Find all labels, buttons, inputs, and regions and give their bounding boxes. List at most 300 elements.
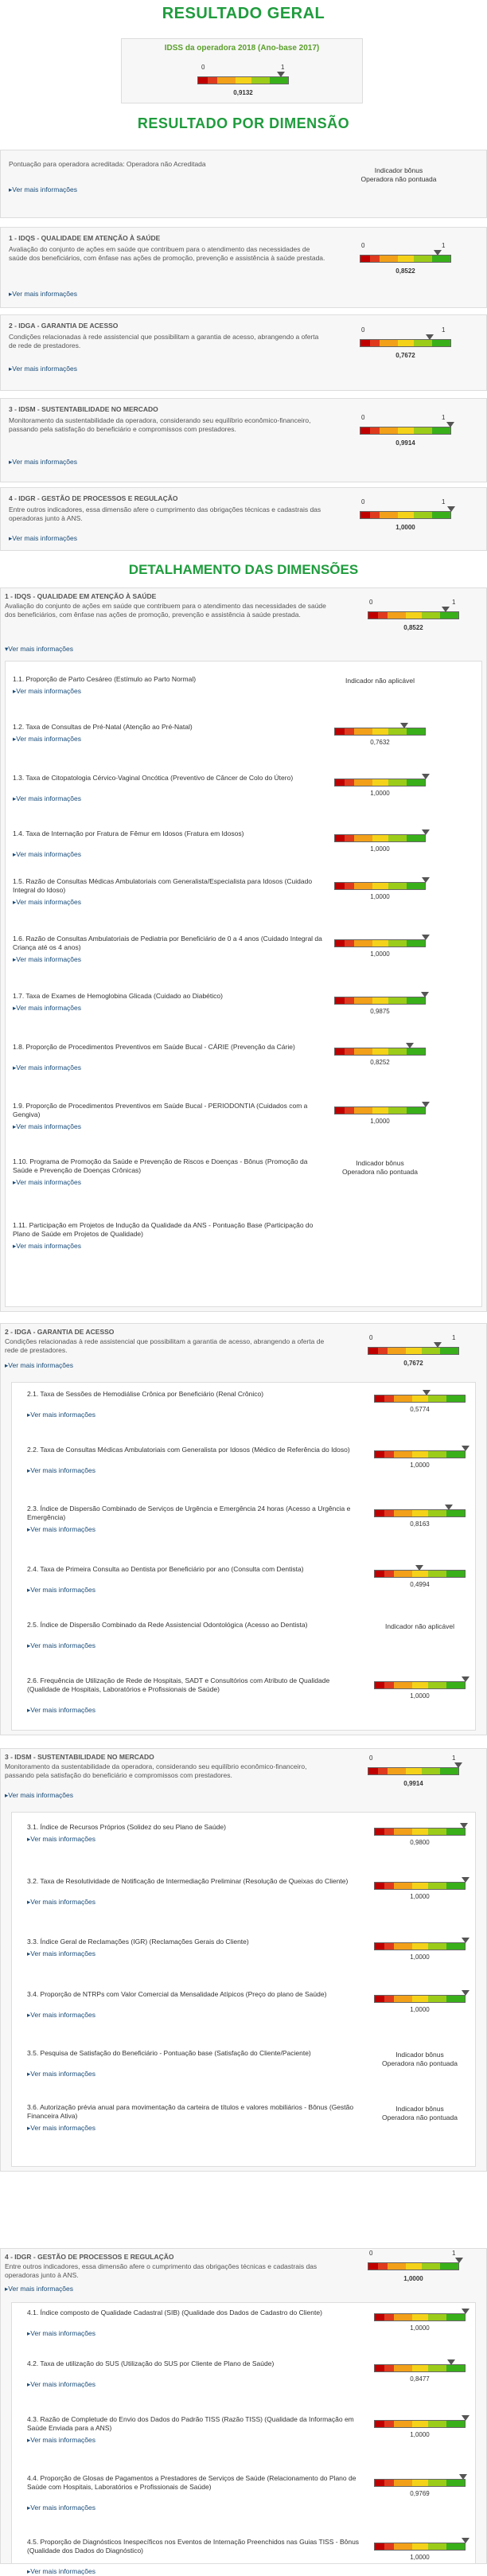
gauge-segment xyxy=(372,835,388,841)
bonus-status: Operadora não pontuada xyxy=(382,2113,458,2121)
gauge-bar xyxy=(334,1107,426,1114)
gauge-segment xyxy=(345,940,354,946)
gauge-bar xyxy=(368,1347,459,1355)
gauge-pointer xyxy=(400,723,408,728)
gauge-bar xyxy=(374,2543,466,2551)
gauge-segment xyxy=(375,2543,384,2550)
gauge-segment xyxy=(384,2314,394,2320)
gauge-segment xyxy=(412,1395,428,1402)
ver-mais-link[interactable]: ▸ Ver mais informações xyxy=(27,2070,95,2078)
gauge-bar xyxy=(334,1048,426,1056)
gauge-segment xyxy=(372,728,388,735)
gauge-pointer xyxy=(422,1102,430,1107)
gauge-segment xyxy=(412,1451,428,1458)
gauge-segment xyxy=(345,835,354,841)
gauge-segment xyxy=(335,1107,345,1114)
ver-mais-link[interactable]: ▸ Ver mais informações xyxy=(9,365,77,373)
gauge-segment xyxy=(412,1943,428,1950)
ver-mais-link[interactable]: ▸ Ver mais informações xyxy=(13,1242,81,1251)
gauge-pointer xyxy=(422,774,430,779)
ver-mais-link[interactable]: ▸ Ver mais informações xyxy=(13,735,81,744)
indicator-title: 4.5. Proporção de Diagnósticos Inespecíficos nos Eventos de Internação Preenchidos nas Guias TISS - Bônus (Qualidade dos Dados do Diagnóstico) xyxy=(27,2538,360,2555)
gauge-segment xyxy=(384,1510,394,1516)
gauge-segment xyxy=(384,2421,394,2427)
gauge-segment xyxy=(446,1395,465,1402)
dim2-gauge xyxy=(368,1342,459,1355)
bonus-status: Operadora não pontuada xyxy=(342,1168,418,1176)
indicator-value: 1,0000 xyxy=(410,1462,430,1469)
gauge-segment xyxy=(406,1768,422,1774)
ver-mais-link[interactable]: ▸ Ver mais informações xyxy=(13,1122,81,1131)
gauge-segment xyxy=(428,2543,447,2550)
gauge-pointer xyxy=(462,1938,469,1943)
dimension-title: 3 - IDSM - SUSTENTABILIDADE NO MERCADO xyxy=(9,405,158,413)
gauge-segment xyxy=(360,340,370,346)
gauge-segment xyxy=(375,1682,384,1688)
indicator-gauge xyxy=(334,829,426,842)
gauge-pointer xyxy=(422,829,430,835)
gauge-segment xyxy=(368,2263,378,2270)
resultado-geral-value: 0,9132 xyxy=(233,89,253,96)
ver-mais-link[interactable]: ▸ Ver mais informações xyxy=(13,850,81,859)
indicator-title: 3.5. Pesquisa de Satisfação do Beneficiário - Pontuação base (Satisfação do Cliente/Paciente) xyxy=(27,2049,311,2057)
indicator-title: 4.1. Índice composto de Qualidade Cadastral (SIB) (Qualidade dos Dados de Cadastro do Cliente) xyxy=(27,2309,322,2316)
gauge-pointer xyxy=(415,1565,423,1571)
bonus-indicator xyxy=(326,1159,434,1177)
gauge-segment xyxy=(368,1768,378,1774)
ver-mais-link[interactable]: ▸ Ver mais informações xyxy=(9,458,77,466)
indicator-gauge xyxy=(374,2359,466,2372)
gauge-bar xyxy=(360,427,451,435)
ver-mais-link[interactable]: ▸ Ver mais informações xyxy=(9,534,77,543)
ver-mais-link[interactable]: ▸ Ver mais informações xyxy=(27,2124,95,2133)
gauge-segment xyxy=(446,2314,465,2320)
gauge-pointer xyxy=(442,607,450,612)
ver-mais-link[interactable]: ▸ Ver mais informações xyxy=(13,1004,81,1013)
indicator-title: 1.2. Taxa de Consultas de Pré-Natal (Atenção ao Pré-Natal) xyxy=(13,723,193,731)
gauge-segment xyxy=(375,2314,384,2320)
gauge-segment xyxy=(414,512,433,518)
gauge-segment xyxy=(378,612,388,619)
indicator-title: 1.6. Razão de Consultas Ambulatoriais de Pediatria por Beneficiário de 0 a 4 anos (Cuidado Integral da Criança até os 4 anos) xyxy=(13,935,322,951)
gauge-bar xyxy=(374,2420,466,2428)
dim1-desc: Avaliação do conjunto de ações em saúde que contribuem para o atendimento das necessidades de saúde dos beneficiários, com ênfase nas ações de promoção, prevenção e assistência à saúde prestada. xyxy=(5,602,326,619)
ver-mais-link[interactable]: ▸ Ver mais informações xyxy=(27,1411,95,1419)
gauge-max-label: 1 xyxy=(442,498,446,505)
indicator-gauge xyxy=(374,2415,466,2428)
gauge-bar xyxy=(334,939,426,947)
gauge-segment xyxy=(422,1348,441,1354)
gauge-segment xyxy=(406,1348,422,1354)
gauge-max-label: 1 xyxy=(442,326,446,334)
indicator-title: 2.2. Taxa de Consultas Médicas Ambulatoriais com Generalista por Idosos (Médico de Referência do Idoso) xyxy=(27,1446,350,1454)
ver-mais-link[interactable]: ▸ Ver mais informações xyxy=(13,955,81,964)
gauge-segment xyxy=(236,77,251,84)
gauge-segment xyxy=(428,2421,447,2427)
gauge-segment xyxy=(406,2263,422,2270)
indicator-value: 1,0000 xyxy=(370,1118,390,1125)
gauge-segment xyxy=(422,612,441,619)
gauge-segment xyxy=(440,1768,458,1774)
gauge-segment xyxy=(335,728,345,735)
gauge-bar xyxy=(374,1681,466,1689)
ver-mais-link[interactable]: ▸ Ver mais informações xyxy=(13,794,81,803)
pontuacao-acreditada: Pontuação para operadora acreditada: Operadora não Acreditada xyxy=(9,160,206,168)
ver-mais-link[interactable]: ▸ Ver mais informações xyxy=(27,1950,95,1958)
indicator-value: 0,8477 xyxy=(410,2375,430,2383)
gauge-segment xyxy=(375,1451,384,1458)
ver-mais-link[interactable]: ▸ Ver mais informações xyxy=(27,1706,95,1715)
dimension-gauge xyxy=(360,506,451,519)
gauge-segment xyxy=(372,883,388,889)
gauge-segment xyxy=(398,340,414,346)
gauge-bar xyxy=(334,779,426,786)
dimension-value: 0,8522 xyxy=(395,267,415,275)
gauge-pointer xyxy=(426,334,434,340)
gauge-segment xyxy=(372,940,388,946)
ver-mais-link[interactable]: ▸ Ver mais informações xyxy=(13,1178,81,1187)
gauge-segment xyxy=(446,2421,465,2427)
gauge-pointer xyxy=(445,1505,453,1510)
gauge-segment xyxy=(370,512,380,518)
gauge-segment xyxy=(412,2314,428,2320)
gauge-segment xyxy=(345,997,354,1004)
ver-mais-link[interactable]: ▸ Ver mais informações xyxy=(27,1835,95,1844)
indicator-gauge xyxy=(374,2309,466,2321)
ver-mais-link[interactable]: ▸ Ver mais informações xyxy=(27,1641,95,1650)
indicator-title: 1.10. Programa de Promoção da Saúde e Prevenção de Riscos e Doenças - Bônus (Promoção da Saúde e Prevenção de Doenças Crônicas) xyxy=(13,1157,308,1174)
gauge-pointer xyxy=(422,935,430,940)
gauge-max-label: 1 xyxy=(452,1754,456,1762)
gauge-segment xyxy=(345,1107,354,1114)
gauge-segment xyxy=(428,1829,447,1835)
gauge-segment xyxy=(407,940,425,946)
gauge-segment xyxy=(388,1348,407,1354)
gauge-segment xyxy=(412,1571,428,1577)
ver-mais-link[interactable]: ▸ Ver mais informações xyxy=(13,1064,81,1072)
gauge-segment xyxy=(372,779,388,786)
bonus-label xyxy=(335,166,462,184)
gauge-bar xyxy=(360,511,451,519)
bonus-label-text: Indicador bônus xyxy=(374,166,423,174)
indicator-value: 0,9769 xyxy=(410,2490,430,2497)
dim1-gauge xyxy=(368,607,459,619)
gauge-segment xyxy=(384,1395,394,1402)
gauge-segment xyxy=(394,2480,413,2486)
gauge-segment xyxy=(335,779,345,786)
gauge-pointer xyxy=(454,1762,462,1768)
gauge-segment xyxy=(360,512,370,518)
gauge-segment xyxy=(432,340,450,346)
indicator-title: 1.8. Proporção de Procedimentos Preventivos em Saúde Bucal - CÁRIE (Prevenção da Cárie) xyxy=(13,1043,295,1051)
indicator-title: 2.3. Índice de Dispersão Combinado de Serviços de Urgência e Emergência 24 horas (Acesso a Urgência e Emergência) xyxy=(27,1505,351,1521)
gauge-min-label: 0 xyxy=(369,1334,373,1341)
gauge-bar xyxy=(334,834,426,842)
indicator-gauge xyxy=(374,1938,466,1950)
ver-mais-link[interactable]: ▸ Ver mais informações xyxy=(27,2567,95,2576)
gauge-segment xyxy=(375,1943,384,1950)
gauge-segment xyxy=(335,883,345,889)
dim4-title: 4 - IDGR - GESTÃO DE PROCESSOS E REGULAÇÃO xyxy=(5,2253,174,2261)
indicator-title: 2.1. Taxa de Sessões de Hemodiálise Crônica por Beneficiário (Renal Crônico) xyxy=(27,1390,264,1398)
gauge-segment xyxy=(372,1048,388,1055)
bonus-label: Indicador bônus xyxy=(356,1159,404,1167)
ver-mais-link[interactable]: ▸ Ver mais informações xyxy=(27,2504,95,2512)
gauge-segment xyxy=(398,256,414,262)
ver-mais-link[interactable]: ▸ Ver mais informações xyxy=(27,2380,95,2389)
dimension-desc: Condições relacionadas à rede assistencial que possibilitam a garantia de acesso, abrangendo a oferta de rede de prestadores. xyxy=(9,333,319,349)
gauge-pointer xyxy=(277,72,285,77)
indicator-gauge xyxy=(374,1446,466,1458)
gauge-segment xyxy=(378,1768,388,1774)
gauge-segment xyxy=(432,427,450,434)
indicator-title: 1.7. Taxa de Exames de Hemoglobina Glicada (Cuidado ao Diabético) xyxy=(13,992,223,1000)
gauge-segment xyxy=(428,1510,447,1516)
indicator-title: 2.4. Taxa de Primeira Consulta ao Dentista por Beneficiário por ano (Consulta com Dentista) xyxy=(27,1565,304,1573)
gauge-segment xyxy=(446,2365,465,2371)
dimensao-header-box xyxy=(0,150,487,218)
indicator-value: 1,0000 xyxy=(370,790,390,797)
dim4-desc: Entre outros indicadores, essa dimensão afere o cumprimento das obrigações técnicas e cadastrais das operadoras junto à ANS. xyxy=(5,2262,318,2279)
gauge-max-label: 1 xyxy=(281,64,285,71)
dimension-title: 2 - IDGA - GARANTIA DE ACESSO xyxy=(9,322,119,330)
gauge-segment xyxy=(440,1348,458,1354)
gauge-segment xyxy=(440,612,458,619)
gauge-segment xyxy=(407,1048,425,1055)
ver-mais-link[interactable]: ▸ Ver mais informações xyxy=(13,687,81,696)
gauge-segment xyxy=(354,1048,373,1055)
dimension-title: 4 - IDGR - GESTÃO DE PROCESSOS E REGULAÇÃO xyxy=(9,494,178,502)
indicator-gauge xyxy=(374,2538,466,2551)
dimension-desc: Entre outros indicadores, essa dimensão afere o cumprimento das obrigações técnicas e cadastrais das operadoras junto à ANS. xyxy=(9,505,321,522)
gauge-segment xyxy=(375,2365,384,2371)
gauge-segment xyxy=(428,1571,447,1577)
gauge-segment xyxy=(384,1883,394,1889)
gauge-segment xyxy=(384,1829,394,1835)
indicator-gauge xyxy=(334,1043,426,1056)
gauge-segment xyxy=(432,512,450,518)
dimension-desc: Monitoramento da sustentabilidade da operadora, considerando seu equilíbrio econômico-financeiro, passando pela satisfação do beneficiário e compromissos com prestadores. xyxy=(9,416,311,433)
gauge-segment xyxy=(378,2263,388,2270)
gauge-segment xyxy=(380,512,399,518)
gauge-segment xyxy=(388,997,407,1004)
gauge-segment xyxy=(394,2421,413,2427)
gauge-bar xyxy=(374,1509,466,1517)
gauge-bar xyxy=(374,1882,466,1890)
gauge-min-label: 0 xyxy=(361,414,365,421)
gauge-segment xyxy=(446,2480,465,2486)
indicator-value: 0,5774 xyxy=(410,1406,430,1413)
dim3-ver-mais[interactable]: ▸ Ver mais informações xyxy=(5,1791,73,1800)
gauge-bar xyxy=(368,1767,459,1775)
dim1-ver-mais[interactable]: ▾ Ver mais informações xyxy=(5,645,73,654)
bonus-label: Indicador bônus xyxy=(395,2051,444,2059)
dim2-desc: Condições relacionadas à rede assistencial que possibilitam a garantia de acesso, abrangendo a oferta de rede de prestadores. xyxy=(5,1337,325,1354)
indicator-gauge xyxy=(334,723,426,736)
gauge-bar xyxy=(374,1942,466,1950)
gauge-bar xyxy=(374,2364,466,2372)
ver-mais-link[interactable]: ▸ Ver mais informações xyxy=(27,1586,95,1594)
gauge-bar xyxy=(368,611,459,619)
gauge-segment xyxy=(394,1395,413,1402)
indicator-value: 1,0000 xyxy=(370,950,390,958)
gauge-segment xyxy=(407,835,425,841)
indicator-gauge xyxy=(374,1505,466,1517)
indicator-gauge xyxy=(334,877,426,890)
not-applicable-label: Indicador não aplicável xyxy=(385,1622,454,1630)
gauge-pointer xyxy=(446,422,454,427)
resultado-dimensao-heading: RESULTADO POR DIMENSÃO xyxy=(137,115,350,131)
indicator-value: 1,0000 xyxy=(410,2006,430,2013)
gauge-segment xyxy=(428,2480,447,2486)
gauge-segment xyxy=(446,1996,465,2002)
ver-mais-link[interactable]: ▸ Ver mais informações xyxy=(27,2011,95,2020)
indicator-title: 3.4. Proporção de NTRPs com Valor Comercial da Mensalidade Atípicos (Preço do plano de Saúde) xyxy=(27,1990,327,1998)
gauge-segment xyxy=(428,2314,447,2320)
gauge-segment xyxy=(370,427,380,434)
resultado-geral-heading: RESULTADO GERAL xyxy=(162,5,325,22)
gauge-segment xyxy=(378,1348,388,1354)
gauge-segment xyxy=(422,2263,441,2270)
indicator-value: 1,0000 xyxy=(410,2324,430,2332)
gauge-segment xyxy=(345,1048,354,1055)
dimension-title: 1 - IDQS - QUALIDADE EM ATENÇÃO À SAÚDE xyxy=(9,234,161,242)
gauge-min-label: 0 xyxy=(369,599,373,606)
indicator-gauge xyxy=(334,935,426,947)
gauge-segment xyxy=(388,728,407,735)
gauge-segment xyxy=(412,2421,428,2427)
ver-mais-link[interactable]: ▸ Ver mais informações xyxy=(27,1525,95,1534)
gauge-pointer xyxy=(423,1390,431,1395)
gauge-segment xyxy=(412,2365,428,2371)
indicator-value: 1,0000 xyxy=(370,845,390,853)
gauge-pointer xyxy=(462,1877,469,1883)
gauge-segment xyxy=(345,883,354,889)
indicator-title: 4.4. Proporção de Glosas de Pagamentos a Prestadores de Serviços de Saúde (Relacionamento do Plano de Saúde com Hospitais, Laboratórios e Profissionais de Saúde) xyxy=(27,2474,356,2491)
gauge-pointer xyxy=(447,506,455,512)
gauge-pointer xyxy=(462,1676,469,1682)
dim3-desc: Monitoramento da sustentabilidade da operadora, considerando seu equilíbrio econômico-financeiro, passando pela satisfação do beneficiário e compromissos com prestadores. xyxy=(5,1762,307,1779)
gauge-bar xyxy=(374,1828,466,1836)
indicator-title: 1.4. Taxa de Internação por Fratura de Fêmur em Idosos (Fratura em Idosos) xyxy=(13,829,244,837)
gauge-segment xyxy=(412,1883,428,1889)
gauge-segment xyxy=(428,1682,447,1688)
gauge-segment xyxy=(370,256,380,262)
indicator-value: 1,0000 xyxy=(370,893,390,900)
gauge-segment xyxy=(414,427,433,434)
indicator-title: 3.1. Índice de Recursos Próprios (Solidez do seu Plano de Saúde) xyxy=(27,1823,226,1831)
gauge-segment xyxy=(375,1510,384,1516)
indicator-gauge xyxy=(374,1565,466,1578)
indicator-title: 2.6. Frequência de Utilização de Rede de Hospitais, SADT e Consultórios com Atributo de Qualidade (Qualidade de Hospitais, Laboratórios e Profissionais de Saúde) xyxy=(27,1676,330,1693)
dim2-value: 0,7672 xyxy=(403,1360,423,1367)
dim4-ver-mais[interactable]: ▸ Ver mais informações xyxy=(5,2285,73,2293)
gauge-max-label: 1 xyxy=(442,414,446,421)
gauge-segment xyxy=(198,77,208,84)
gauge-segment xyxy=(270,77,288,84)
ver-mais-link[interactable]: ▸ Ver mais informações xyxy=(27,1466,95,1475)
ver-mais-link[interactable]: ▸ Ver mais informações xyxy=(27,2329,95,2338)
gauge-segment xyxy=(388,835,407,841)
gauge-pointer xyxy=(459,2474,467,2480)
gauge-segment xyxy=(384,2480,394,2486)
gauge-segment xyxy=(368,1348,378,1354)
gauge-pointer xyxy=(462,2415,469,2421)
indicator-title: 3.3. Índice Geral de Reclamações (IGR) (Reclamações Gerais do Cliente) xyxy=(27,1938,249,1946)
dim2-ver-mais[interactable]: ▸ Ver mais informações xyxy=(5,1361,73,1370)
gauge-segment xyxy=(394,1996,413,2002)
resultado-geral-gauge xyxy=(197,72,289,84)
ver-mais-link[interactable]: ▸ Ver mais informações xyxy=(9,185,77,194)
gauge-segment xyxy=(388,1048,407,1055)
gauge-segment xyxy=(345,728,354,735)
gauge-max-label: 1 xyxy=(442,242,446,249)
gauge-pointer xyxy=(462,2309,469,2314)
indicator-gauge xyxy=(374,1877,466,1890)
dim4-value: 1,0000 xyxy=(403,2275,423,2282)
gauge-segment xyxy=(388,1768,407,1774)
gauge-segment xyxy=(446,1943,465,1950)
gauge-segment xyxy=(388,2263,407,2270)
gauge-min-label: 0 xyxy=(361,498,365,505)
gauge-segment xyxy=(412,1682,428,1688)
indicator-title: 1.9. Proporção de Procedimentos Preventivos em Saúde Bucal - PERIODONTIA (Cuidados com a Gengiva) xyxy=(13,1102,308,1118)
indicator-title: 1.5. Razão de Consultas Médicas Ambulatoriais com Generalista/Especialista para Idosos (Cuidado Integral do Idoso) xyxy=(13,877,313,894)
gauge-segment xyxy=(384,2365,394,2371)
gauge-segment xyxy=(388,779,407,786)
gauge-segment xyxy=(372,997,388,1004)
indicator-value: 0,7632 xyxy=(370,739,390,746)
ver-mais-link[interactable]: ▸ Ver mais informações xyxy=(27,2436,95,2445)
gauge-segment xyxy=(394,2365,413,2371)
gauge-segment xyxy=(446,1510,465,1516)
gauge-bar xyxy=(368,2262,459,2270)
gauge-segment xyxy=(428,1451,447,1458)
gauge-segment xyxy=(394,1829,413,1835)
gauge-segment xyxy=(354,835,373,841)
gauge-segment xyxy=(375,2480,384,2486)
gauge-bar xyxy=(334,997,426,1005)
gauge-bar xyxy=(374,1995,466,2003)
gauge-segment xyxy=(375,2421,384,2427)
ver-mais-link[interactable]: ▸ Ver mais informações xyxy=(9,290,77,299)
ver-mais-link[interactable]: ▸ Ver mais informações xyxy=(27,1898,95,1907)
gauge-segment xyxy=(360,427,370,434)
gauge-min-label: 0 xyxy=(361,242,365,249)
gauge-pointer xyxy=(455,2258,463,2263)
dimension-gauge xyxy=(360,334,451,347)
gauge-segment xyxy=(414,256,433,262)
indicator-value: 1,0000 xyxy=(410,2431,430,2438)
indicator-title: 2.5. Índice de Dispersão Combinado da Rede Assistencial Odontológica (Acesso ao Dentista) xyxy=(27,1621,308,1629)
gauge-max-label: 1 xyxy=(452,599,456,606)
dim2-title: 2 - IDGA - GARANTIA DE ACESSO xyxy=(5,1328,115,1336)
gauge-pointer xyxy=(421,992,429,997)
gauge-segment xyxy=(412,1510,428,1516)
gauge-min-label: 0 xyxy=(369,2250,373,2257)
gauge-segment xyxy=(217,77,236,84)
gauge-segment xyxy=(446,1883,465,1889)
not-applicable-label: Indicador não aplicável xyxy=(345,677,415,685)
ver-mais-link[interactable]: ▸ Ver mais informações xyxy=(13,898,81,907)
gauge-pointer xyxy=(462,2538,469,2543)
indicator-gauge xyxy=(334,774,426,786)
indicator-value: 0,4994 xyxy=(410,1581,430,1588)
indicator-title: 4.3. Razão de Completude do Envio dos Dados do Padrão TISS (Razão TISS) (Qualidade da Informação em Saúde Enviada para a ANS) xyxy=(27,2415,354,2432)
gauge-segment xyxy=(428,1395,447,1402)
gauge-bar xyxy=(197,76,289,84)
gauge-max-label: 1 xyxy=(452,2250,456,2257)
